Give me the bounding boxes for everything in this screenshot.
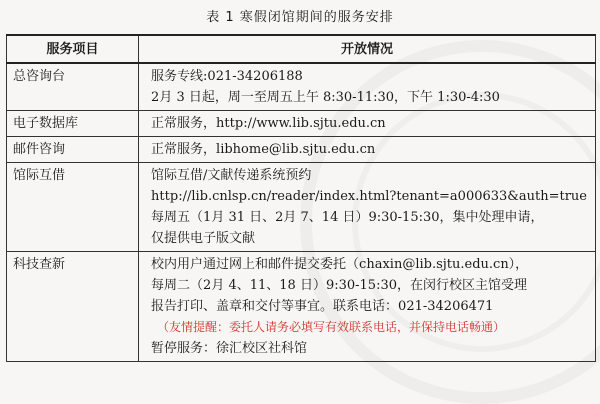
open-status — [139, 63, 596, 111]
status-line: 报告打印、盖章和交付等事宜。联系电话：021-34206471 — [151, 299, 494, 314]
header-service-item: 服务项目 — [7, 35, 139, 63]
header-open-status: 开放情况 — [139, 35, 596, 63]
status-line: http://lib.cnlsp.cn/reader/index.html?tenant=a000633&auth=true — [151, 189, 587, 204]
status-line: 服务专线:021-34206188 — [151, 69, 303, 84]
table-row-general-desk — [7, 63, 596, 111]
status-line: 正常服务，http://www.lib.sjtu.edu.cn — [151, 116, 386, 131]
service-item: 科技查新 — [7, 252, 139, 362]
reminder-note: （友情提醒：委托人请务必填写有效联系电话，并保持电话畅通） — [157, 320, 506, 334]
service-item: 电子数据库 — [7, 111, 139, 137]
open-status — [139, 252, 596, 362]
table-row-interlibrary-loan — [7, 163, 596, 252]
open-status — [139, 137, 596, 163]
status-line: 暂停服务：徐汇校区社科馆 — [151, 341, 308, 356]
table-title: 表 1 寒假闭馆期间的服务安排 — [206, 10, 394, 25]
table-row-databases — [7, 111, 596, 137]
status-line: 正常服务，libhome@lib.sjtu.edu.cn — [151, 142, 376, 157]
open-status — [139, 163, 596, 252]
open-status — [139, 111, 596, 137]
service-item: 总咨询台 — [7, 63, 139, 111]
service-item: 邮件咨询 — [7, 137, 139, 163]
service-table — [6, 34, 596, 362]
service-item: 馆际互借 — [7, 163, 139, 252]
status-line: 校内用户通过网上和邮件提交委托（chaxin@lib.sjtu.edu.cn）， — [151, 257, 529, 272]
table-header-row — [7, 35, 596, 63]
table-row-email — [7, 137, 596, 163]
status-line: 每周二（2月 4、11、18 日）9:30-15:30，在闵行校区主馆受理 — [151, 278, 527, 293]
status-line: 仅提供电子版文献 — [151, 231, 256, 246]
status-line: 馆际互借/文献传递系统预约 — [151, 168, 312, 183]
table-row-novelty-search — [7, 252, 596, 362]
status-line: 2月 3 日起，周一至周五上午 8:30-11:30，下午 1:30-4:30 — [151, 90, 500, 105]
status-line: 每周五（1月 31 日、2月 7、14 日）9:30-15:30，集中处理申请， — [151, 210, 544, 225]
